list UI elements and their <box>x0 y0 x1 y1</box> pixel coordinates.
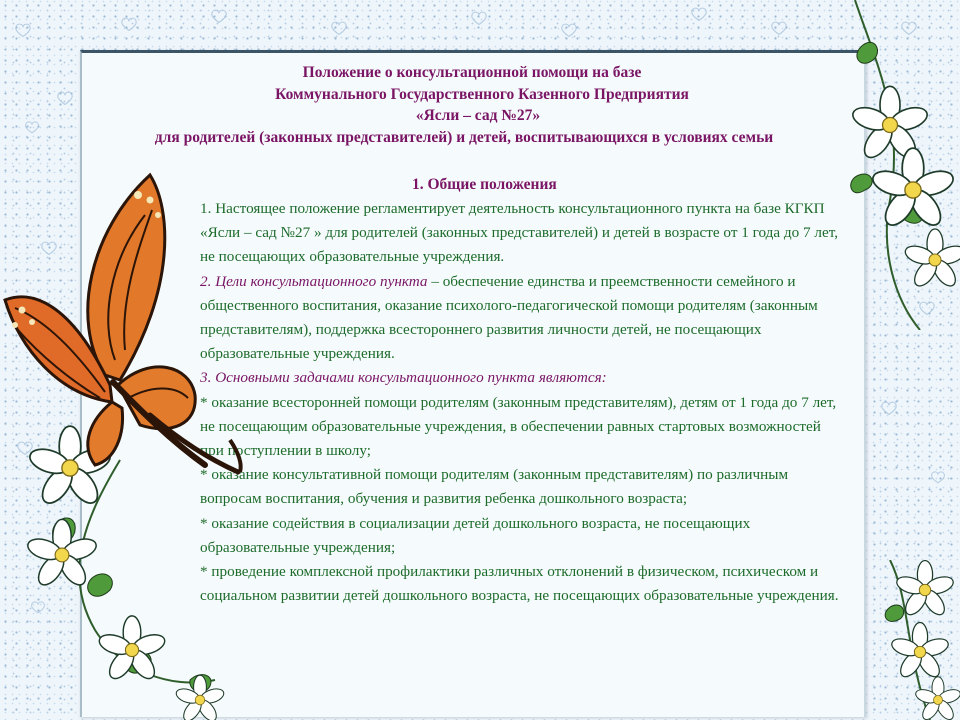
title-line-4: для родителей (законных представителей) и детей, воспитывающихся в условиях семьи <box>154 128 774 146</box>
document-title <box>80 62 944 148</box>
task-item-1-text: * оказание всесторонней помощи родителям (законным представителям), детям от 1 года до 7 лет, не посещающим образовательные учреждения, в обеспечении равных стартовых возможностей при поступлении в школу; <box>200 393 837 460</box>
task-item-2 <box>200 463 840 511</box>
document-body <box>200 197 840 608</box>
task-item-1 <box>200 391 840 464</box>
right-bottom-flower-cluster <box>870 560 960 720</box>
paragraph-1 <box>200 197 840 270</box>
paragraph-2-label: 2. Цели консультационного пункта <box>200 272 428 290</box>
paragraph-1-text: 1. Настоящее положение регламентирует деятельность консультационного пункта на базе КГКП «Ясли – сад №27 » для родителей (законных представителей) и детей в возрасте от 1 года до 7 лет, не посещающих образовательные учреждения. <box>200 200 839 266</box>
paragraph-2-text: – обеспечение единства и преемственности семейного и общественного воспитания, оказание психолого-педагогической помощи родителям (законным представителям), поддержка всестороннего развития личности детей, не посещающих образовательные учреждения. <box>200 272 818 363</box>
title-line-1: Положение о консультационной помощи на базе <box>302 64 642 81</box>
task-item-3-text: * оказание содействия в социализации детей дошкольного возраста, не посещающих образовательные учреждения; <box>200 514 751 556</box>
task-item-2-text: * оказание консультативной помощи родителям (законным представителям) по различным вопросам воспитания, обучения и развития ребенка дошкольного возраста; <box>200 466 789 508</box>
paragraph-3 <box>200 366 840 390</box>
title-line-3: «Ясли – сад №27» <box>415 107 541 124</box>
paragraph-3-label: 3. Основными задачами консультационного пункта являются: <box>200 369 607 387</box>
task-item-3 <box>200 512 840 560</box>
task-item-4-text: * проведение комплексной профилактики различных отклонений в физическом, психическом и социальном развитии детей дошкольного возраста, не посещающих образовательные учреждения. <box>200 563 839 605</box>
task-item-4 <box>200 560 840 608</box>
paragraph-2 <box>200 270 840 367</box>
section-heading: 1. Общие положения <box>412 176 557 193</box>
title-line-2: Коммунального Государственного Казенного Предприятия <box>275 85 689 103</box>
